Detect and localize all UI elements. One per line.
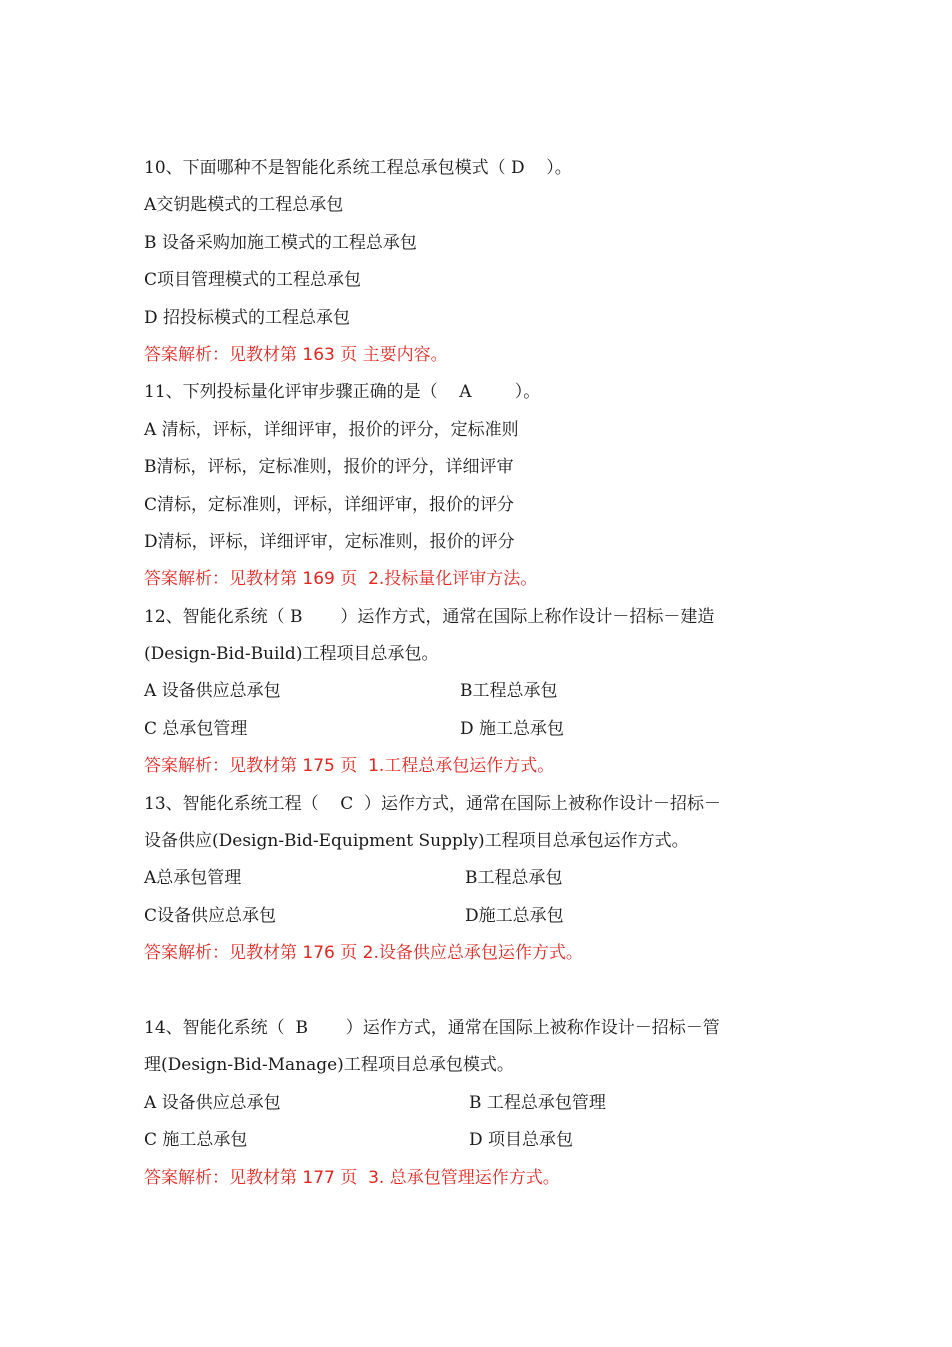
- answer-prefix: 答案解析：见教材第: [144, 756, 303, 777]
- answer-section-title: .设备供应总承包运作方式。: [373, 943, 583, 964]
- answer-suffix: 页: [334, 1167, 369, 1188]
- question-sheet: [144, 150, 824, 1197]
- question-10-option-d: D 招投标模式的工程总承包: [144, 307, 351, 328]
- question-10-answer: [144, 337, 824, 374]
- answer-page-number: 177: [302, 1167, 335, 1188]
- question-14-option-b: B 工程总承包管理: [469, 1092, 606, 1113]
- answer-prefix: 答案解析：见教材第: [144, 943, 303, 964]
- answer-page-number: 163: [302, 344, 335, 365]
- answer-section-title: .投标量化评审方法。: [378, 569, 538, 590]
- question-14-answer: [144, 1160, 824, 1197]
- answer-suffix: 页: [334, 756, 369, 777]
- answer-prefix: 答案解析：见教材第: [144, 344, 303, 365]
- question-14-option-c: C 施工总承包: [144, 1130, 248, 1151]
- question-14-options-row2: [144, 1122, 824, 1159]
- question-12-options-row2: [144, 711, 824, 748]
- answer-section-number: 3: [368, 1167, 379, 1188]
- question-13-options-row2: [144, 898, 824, 935]
- answer-section-title: . 总承包管理运作方式。: [378, 1167, 560, 1188]
- question-11-option-d: D清标，评标，详细评审，定标准则，报价的评分: [144, 531, 515, 552]
- question-14-option-d: D 项目总承包: [469, 1130, 574, 1151]
- question-11-option-a: A 清标，评标，详细评审，报价的评分，定标准则: [144, 419, 519, 440]
- answer-section-number: 1: [368, 756, 379, 777]
- question-13-stem-line2: 设备供应(Design-Bid-Equipment Supply)工程项目总承包运作方式。: [144, 831, 689, 852]
- question-13-option-a: A总承包管理: [144, 868, 242, 889]
- question-11-answer: [144, 561, 824, 598]
- question-13-option-d: D施工总承包: [465, 905, 564, 926]
- question-11-stem: 11、下列投标量化评审步骤正确的是（ A ）。: [144, 382, 541, 403]
- question-13-options-row1: [144, 860, 824, 897]
- answer-prefix: 答案解析：见教材第: [144, 569, 303, 590]
- question-14-stem-line2: 理(Design-Bid-Manage)工程项目总承包模式。: [144, 1055, 514, 1076]
- question-12-options-row1: [144, 673, 824, 710]
- question-13-option-c: C设备供应总承包: [144, 905, 277, 926]
- question-14-option-a: A 设备供应总承包: [144, 1092, 281, 1113]
- answer-section-title: .工程总承包运作方式。: [378, 756, 555, 777]
- question-10-option-a: A交钥匙模式的工程总承包: [144, 195, 344, 216]
- answer-page-number: 176: [302, 943, 335, 964]
- answer-prefix: 答案解析：见教材第: [144, 1167, 303, 1188]
- question-10-option-b: B 设备采购加施工模式的工程总承包: [144, 232, 417, 253]
- answer-page-number: 175: [302, 756, 335, 777]
- question-14-stem-line1: 14、智能化系统（ B ）运作方式，通常在国际上被称作设计－招标－管: [144, 1017, 720, 1038]
- question-12-option-b: B工程总承包: [460, 681, 558, 702]
- question-12-answer: [144, 748, 824, 785]
- question-10-stem: 10、下面哪种不是智能化系统工程总承包模式（ D ）。: [144, 158, 572, 178]
- question-12-option-d: D 施工总承包: [460, 718, 565, 739]
- answer-page-number: 169: [302, 569, 335, 590]
- answer-section-number: 2: [362, 943, 374, 964]
- question-12-stem-line2: (Design-Bid-Build)工程项目总承包。: [144, 644, 439, 665]
- answer-suffix: 页: [334, 569, 369, 590]
- answer-suffix: 页: [334, 943, 363, 964]
- question-13-answer: [144, 935, 824, 972]
- question-12-option-a: A 设备供应总承包: [144, 681, 281, 702]
- question-12-option-c: C 总承包管理: [144, 718, 248, 739]
- question-13-stem-line1: 13、智能化系统工程（ C ）运作方式，通常在国际上被称作设计－招标－: [144, 793, 722, 814]
- question-11-option-b: B清标，评标，定标准则，报价的评分，详细评审: [144, 457, 514, 478]
- question-14-options-row1: [144, 1085, 824, 1122]
- question-11-option-c: C清标，定标准则，评标，详细评审，报价的评分: [144, 494, 515, 515]
- answer-section-number: 2: [368, 569, 379, 590]
- question-13-option-b: B工程总承包: [465, 868, 563, 889]
- blank-spacer: [144, 973, 824, 1010]
- question-12-stem-line1: 12、智能化系统（ B ）运作方式，通常在国际上称作设计－招标－建造: [144, 606, 715, 627]
- question-10-option-c: C项目管理模式的工程总承包: [144, 270, 362, 291]
- answer-suffix: 页 主要内容。: [334, 344, 448, 365]
